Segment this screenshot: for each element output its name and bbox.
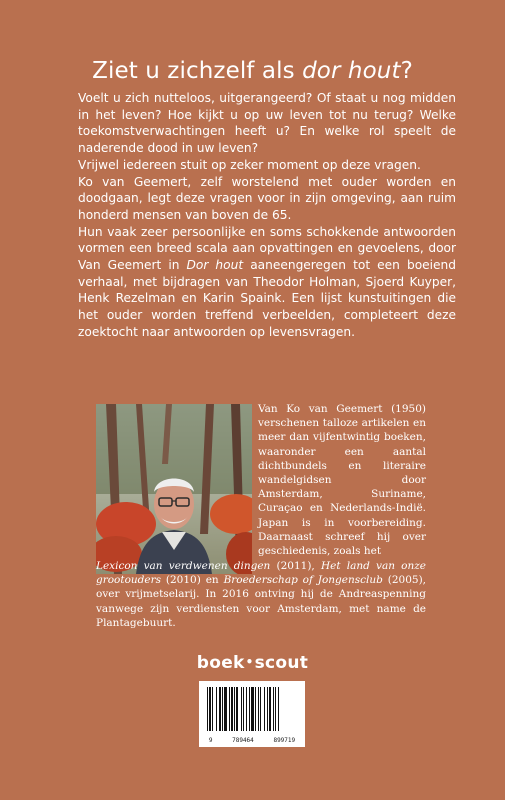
barcode-bar	[255, 687, 256, 731]
barcode-bar	[236, 687, 238, 731]
barcode-bar	[243, 687, 244, 731]
barcode-bar	[278, 687, 279, 731]
barcode-bar	[216, 687, 217, 731]
barcode-bar	[260, 687, 261, 731]
blurb-paragraph-1: Voelt u zich nutteloos, uitgerangeerd? Of staat u nog midden in het leven? Hoe kijkt u op uw leven tot nu terug? Welke toekomstverwachtingen heeft u? En welke rol speelt de naderende dood in uw leven?	[78, 91, 456, 156]
barcode-bar	[264, 687, 265, 731]
barcode-bar	[219, 687, 221, 731]
title-italic: dor hout	[302, 58, 401, 84]
barcode-bar	[234, 687, 235, 731]
barcode-bar	[246, 687, 247, 731]
blurb-paragraph-3: Ko van Geemert, zelf worstelend met ouder worden en doodgaan, legt deze vragen voor in zijn omgeving, aan ruim honderd mensen van boven de 65.	[78, 174, 456, 222]
barcode-bar	[229, 687, 230, 731]
barcode-bar	[207, 687, 208, 731]
barcode-digits: 9 789464 899719	[208, 737, 296, 744]
barcode-bar	[222, 687, 223, 731]
author-bio: Van Ko van Geemert (1950) verschenen talloze artikelen en meer dan vijfentwintig boeken, waaronder een aantal dichtbundels en literaire wandelgidsen door Amsterdam, Suriname, Curaçao en Nederlands-Indië. Japan is in voorbereiding. Daarnaast schreef hij over geschiedenis, zoals het	[258, 403, 426, 558]
blurb-paragraph-4: Hun vaak zeer persoonlijke en soms schokkende antwoorden vormen een breed scala aan opvattingen en gevoelens, door Van Geemert in Dor hout aaneengeregen tot een boeiend verhaal, met bijdragen van Theodor Holman, Sjoerd Kuyper, Henk Rezelman en Karin Spaink. Een lijst kunstuitingen die het ouder worden treffend verbeelden, completeert deze zoektocht naar antwoorden op levensvragen.	[78, 224, 456, 339]
barcode-bar	[224, 687, 227, 731]
barcode-bar	[267, 687, 268, 731]
barcode-bar	[212, 687, 213, 731]
author-bio-continued: Lexicon van verdwenen dingen (2011), Het land van onze grootouders (2010) en Broederschap of Jongensclub (2005), over vrijmetselarij. In 2016 ontving hij de Andreaspenning vanwege zijn verdiensten voor Amsterdam, met name de Plantagebuurt.	[96, 560, 427, 629]
barcode-bar	[258, 687, 259, 731]
barcode-bar	[269, 687, 271, 731]
publisher-logo: boek•scout	[196, 653, 309, 673]
book-title: Ziet u zichzelf als dor hout?	[92, 58, 413, 84]
blurb-paragraph-2: Vrijwel iedereen stuit op zeker moment op deze vragen.	[78, 157, 421, 172]
barcode-bars	[199, 681, 305, 737]
barcode	[199, 681, 305, 747]
barcode-bar	[241, 687, 242, 731]
barcode-bar	[231, 687, 233, 731]
barcode-bar	[249, 687, 250, 731]
barcode-bar	[209, 687, 211, 731]
barcode-bar	[251, 687, 254, 731]
blurb	[78, 90, 456, 341]
barcode-bar	[275, 687, 276, 731]
author-photo	[96, 404, 252, 574]
barcode-bar	[273, 687, 274, 731]
